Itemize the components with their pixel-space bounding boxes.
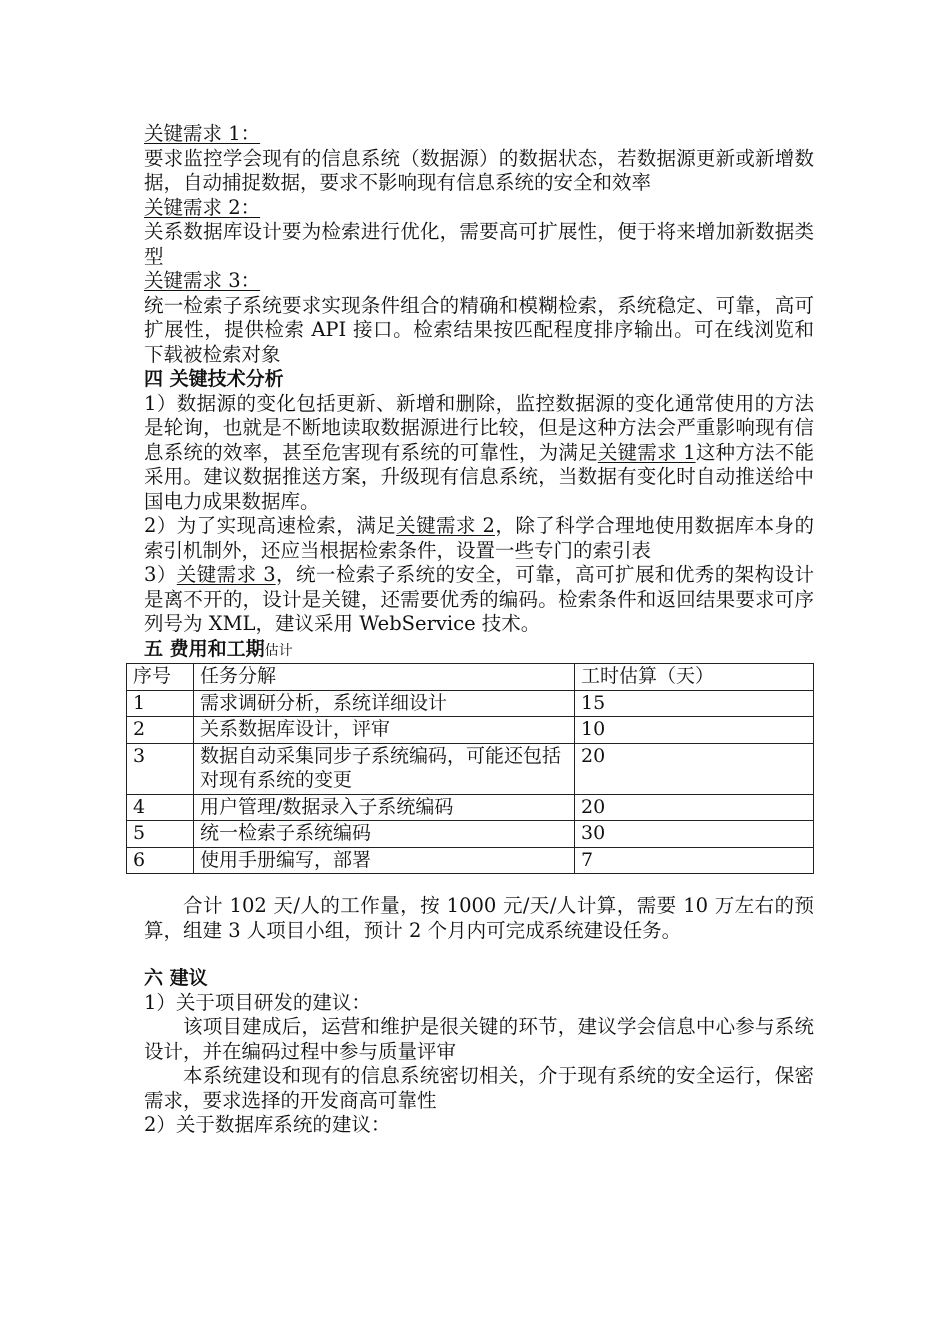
table-header-row <box>127 664 814 691</box>
row-number-cell: 4 <box>127 794 194 821</box>
subsection-1-paragraph-2: 本系统建设和现有的信息系统密切相关，介于现有系统的安全运行，保密需求，要求选择的开发商高可靠性 <box>144 1064 814 1112</box>
requirement-3-text: 统一检索子系统要求实现条件组合的精确和模糊检索，系统稳定、可靠，高可扩展性，提供检索 API 接口。检索结果按匹配程度排序输出。可在线浏览和下载被检索对象 <box>144 293 814 366</box>
requirement-1-label: 关键需求 1： <box>144 122 261 145</box>
row-days-cell: 10 <box>575 717 814 744</box>
section-4-paragraph-1: 1）数据源的变化包括更新、新增和删除，监控数据源的变化通常使用的方法是轮询，也就是不断地读取数据源进行比较，但是这种方法会严重影响现有信息系统的效率，甚至危害现有系统的可靠性，为满足关键需求 1这种方法不能采用。建议数据推送方案，升级现有信息系统，当数据有变化时自动推送给中国电力成果数据库。 <box>144 391 814 513</box>
table-row <box>127 743 814 794</box>
row-task-cell: 统一检索子系统编码 <box>194 821 575 848</box>
table-row <box>127 821 814 848</box>
section-6-heading: 六 建议 <box>144 967 208 989</box>
row-days-cell: 7 <box>575 847 814 874</box>
subsection-2-title: 2）关于数据库系统的建议： <box>144 1113 391 1136</box>
subsection-1-paragraph-1: 该项目建成后，运营和维护是很关键的环节，建议学会信息中心参与系统设计，并在编码过程中参与质量评审 <box>144 1015 814 1063</box>
row-days-cell: 20 <box>575 743 814 794</box>
header-cell-days: 工时估算（天） <box>575 664 814 691</box>
requirement-2-label: 关键需求 2： <box>144 195 261 219</box>
table-row <box>127 690 814 717</box>
row-days-cell: 20 <box>575 794 814 821</box>
row-number-cell: 1 <box>127 690 194 717</box>
header-cell-number: 序号 <box>127 664 194 691</box>
section-4-heading: 四 关键技术分析 <box>144 368 284 390</box>
subsection-1-title: 1）关于项目研发的建议： <box>144 990 371 1014</box>
requirement-1-text: 要求监控学会现有的信息系统（数据源）的数据状态，若数据源更新或新增数据，自动捕捉数据，要求不影响现有信息系统的安全和效率 <box>144 146 814 194</box>
table-row <box>127 847 814 874</box>
requirement-2-text: 关系数据库设计要为检索进行优化，需要高可扩展性，便于将来增加新数据类型 <box>144 220 814 268</box>
row-task-cell: 用户管理/数据录入子系统编码 <box>194 794 575 821</box>
section-4-paragraph-3: 3）关键需求 3，统一检索子系统的安全，可靠，高可扩展和优秀的架构设计是离不开的，设计是关键，还需要优秀的编码。检索条件和返回结果要求可序列号为 XML，建议采用 WebService 技术。 <box>144 563 814 635</box>
row-task-cell: 需求调研分析，系统详细设计 <box>194 690 575 717</box>
requirement-3-reference: 关键需求 3 <box>176 563 276 586</box>
table-row <box>127 717 814 744</box>
requirement-3-label: 关键需求 3： <box>144 269 261 292</box>
header-cell-task: 任务分解 <box>194 664 575 691</box>
section-4-paragraph-2: 2）为了实现高速检索，满足关键需求 2，除了科学合理地使用数据库本身的索引机制外，还应当根据检索条件，设置一些专门的索引表 <box>144 514 814 562</box>
row-number-cell: 3 <box>127 743 194 794</box>
spacer <box>144 943 814 966</box>
cost-summary: 合计 102 天/人的工作量，按 1000 元/天/人计算，需要 10 万左右的预算，组建 3 人项目小组，预计 2 个月内可完成系统建设任务。 <box>144 894 814 942</box>
row-number-cell: 2 <box>127 717 194 744</box>
spacer <box>144 874 814 894</box>
requirement-2-reference: 关键需求 2 <box>396 514 495 537</box>
table-row <box>127 794 814 821</box>
section-5-heading: 五 费用和工期估计 <box>144 637 293 660</box>
row-number-cell: 5 <box>127 821 194 848</box>
row-task-cell: 使用手册编写，部署 <box>194 847 575 874</box>
row-task-cell: 数据自动采集同步子系统编码，可能还包括对现有系统的变更 <box>194 743 575 794</box>
cost-schedule-table <box>126 663 814 874</box>
row-number-cell: 6 <box>127 847 194 874</box>
document-page <box>133 122 814 1138</box>
row-task-cell: 关系数据库设计，评审 <box>194 717 575 744</box>
row-days-cell: 15 <box>575 690 814 717</box>
requirement-1-reference: 关键需求 1 <box>597 440 696 464</box>
row-days-cell: 30 <box>575 821 814 848</box>
